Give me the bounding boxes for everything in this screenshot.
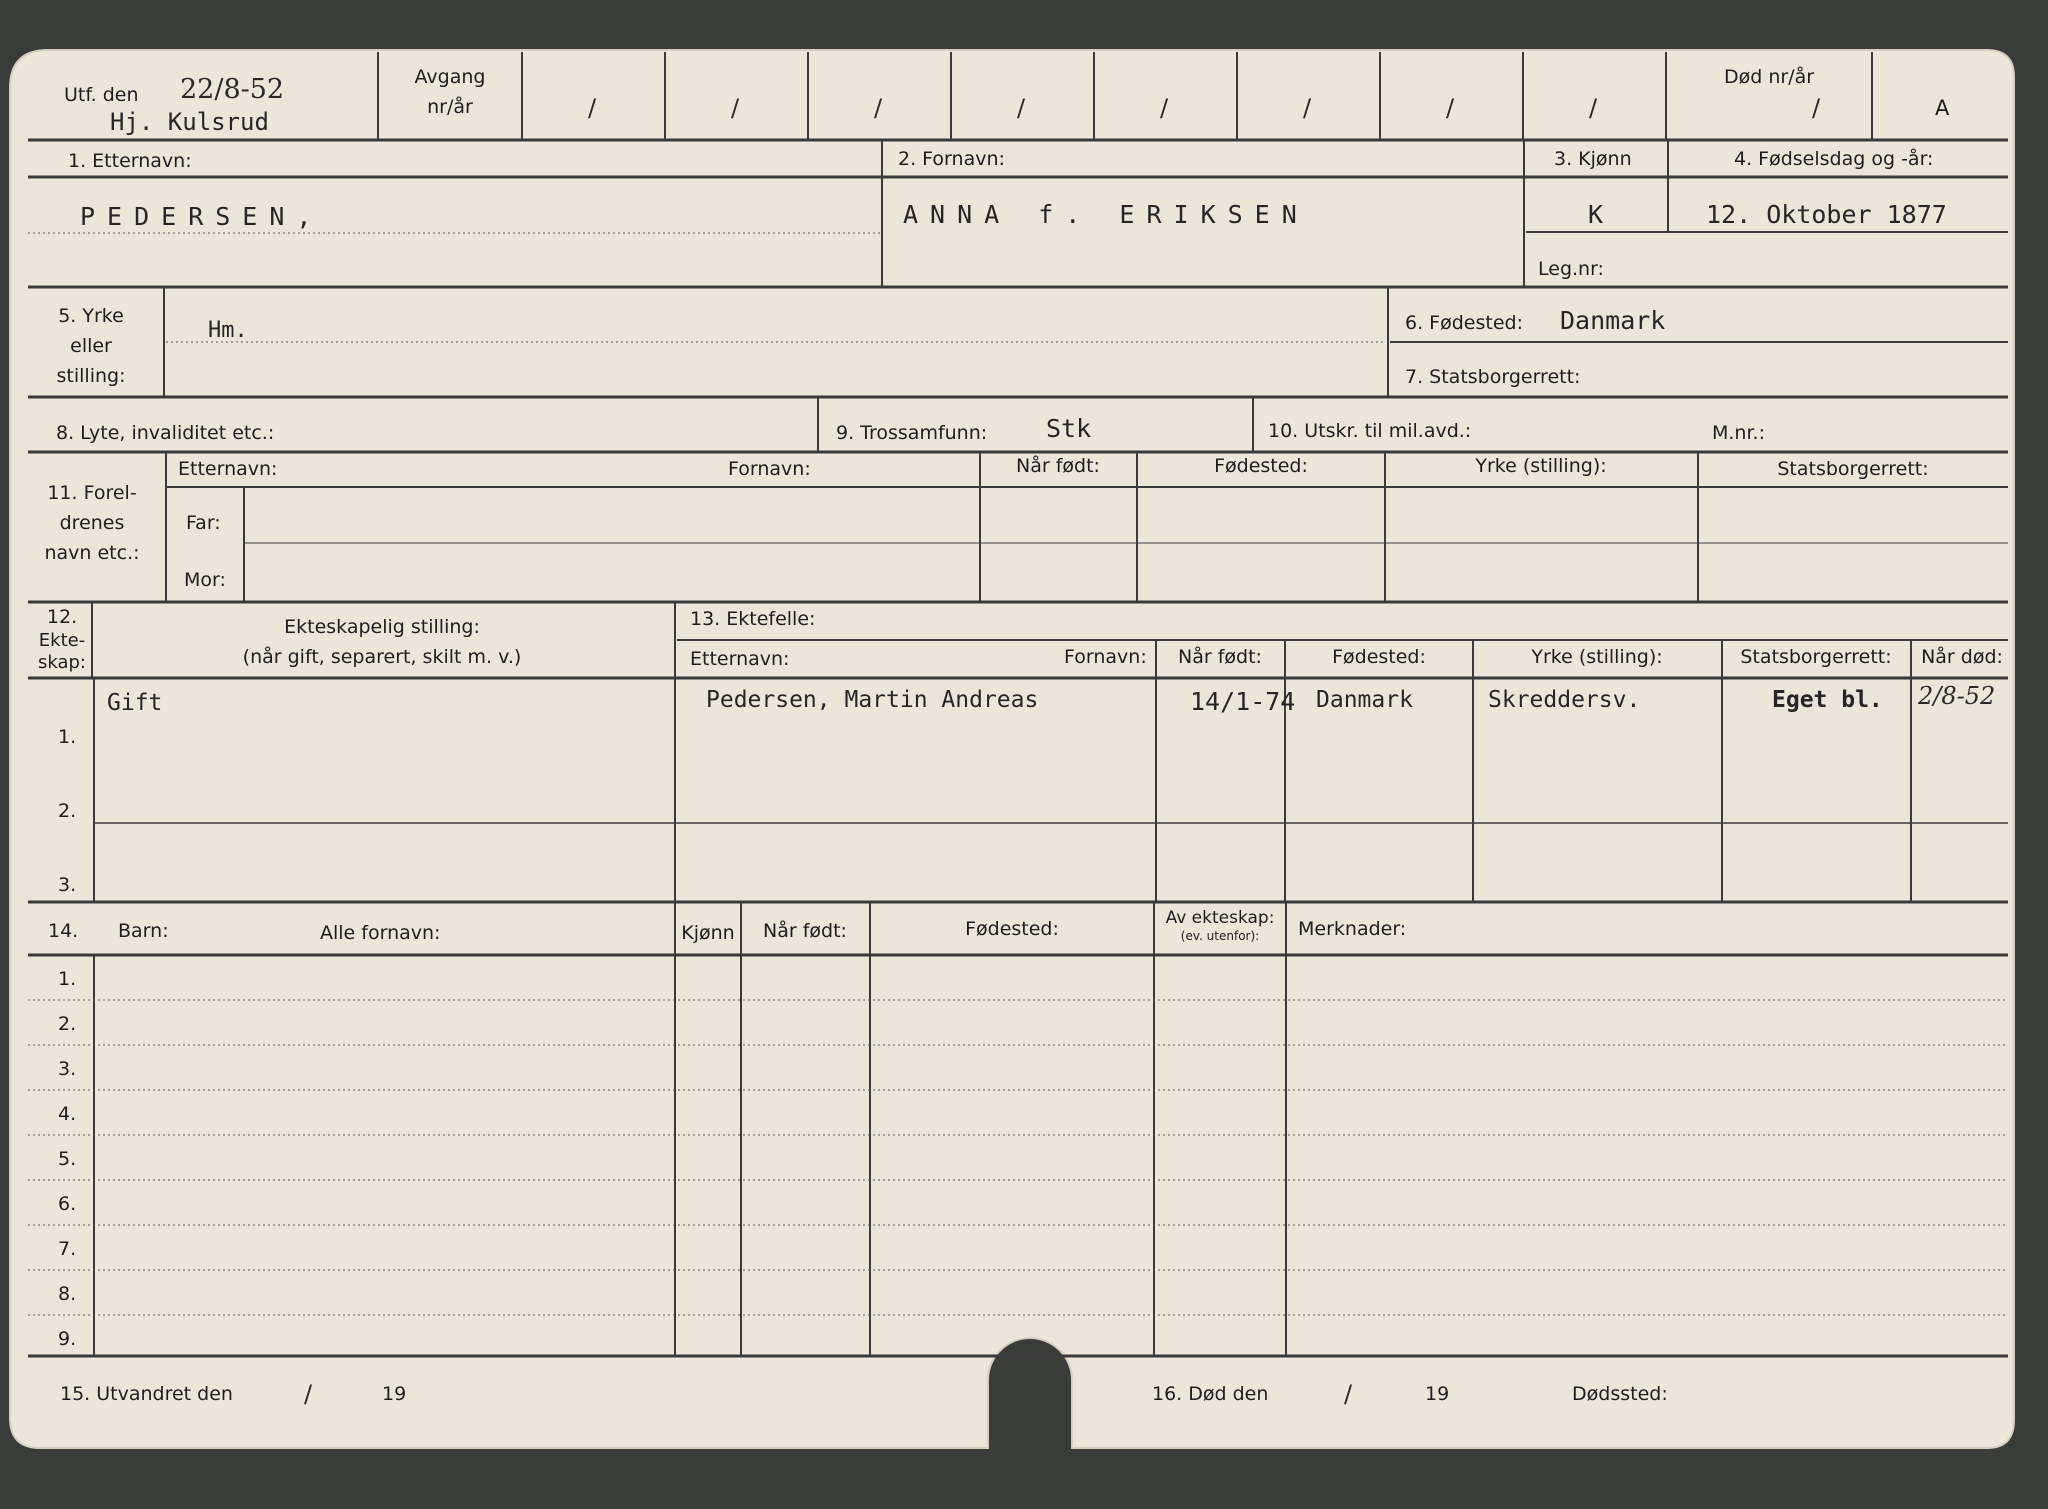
spouse-fornavn-header: Fornavn: [1064,646,1147,668]
trossamfunn-label: 9. Trossamfunn: [836,422,988,444]
mnr-label: M.nr.: [1712,422,1765,444]
ekteskap-label: 12. [46,606,78,628]
avgang-label: Avgang [414,66,486,88]
avgang-slash-3: / [874,94,883,122]
marriage-status-value: Gift [107,690,163,716]
avgang-slash-5: / [1160,94,1169,122]
dod-slash: / [1812,94,1821,122]
ekteskapelig-label: Ekteskapelig stilling: [284,616,480,638]
utvandret-label: 15. Utvandret den [60,1383,233,1405]
fodselsdag-label: 4. Fødselsdag og -år: [1734,148,1934,170]
child-row-number-9: 9. [58,1328,77,1350]
dod-den-slash: / [1344,1380,1353,1408]
parent-fornavn-header: Fornavn: [728,458,811,480]
avgang-slash-6: / [1303,94,1312,122]
avgang-slash-7: / [1446,94,1455,122]
spouse-fodested-header: Fødested: [1332,646,1426,668]
mor-label: Mor: [184,569,226,591]
child-row-number-3: 3. [58,1058,77,1080]
dod-label: Død nr/år [1723,66,1815,88]
av-ekteskap-label: Av ekteskap: [1165,908,1275,928]
etternavn-label: 1. Etternavn: [68,150,192,172]
child-nar-fodt-header: Når født: [763,920,847,942]
merknader-label: Merknader: [1298,918,1407,940]
child-row-number-1: 1. [58,968,77,990]
marriage-row-number-1: 1. [58,726,77,748]
child-row-number-4: 4. [58,1103,77,1125]
etternavn-value: PEDERSEN, [80,202,324,231]
yrke-label-2: eller [70,335,112,357]
utvandret-year-prefix: 19 [382,1383,407,1405]
avgang-sub-label: nr/år [427,96,473,118]
spouse-citizenship-value: Eget bl. [1772,687,1883,713]
child-row-number-6: 6. [58,1193,77,1215]
spouse-nar-dod-header: Når død: [1921,646,2003,668]
fodested-label: 6. Fødested: [1405,312,1523,334]
ektefelle-label: 13. Ektefelle: [690,608,816,630]
statsborgerrett-label: 7. Statsborgerrett: [1405,366,1581,388]
fornavn-label: 2. Fornavn: [898,148,1005,170]
alle-fornavn-label: Alle fornavn: [320,922,441,944]
yrke-label-3: stilling: [56,365,126,387]
dodssted-label: Dødssted: [1572,1383,1668,1405]
yrke-label: 5. Yrke [58,305,124,327]
foreldre-label-2: drenes [59,512,125,534]
spouse-name-value: Pedersen, Martin Andreas [706,687,1039,713]
fornavn-value: ANNA f. ERIKSEN [903,200,1309,229]
child-kjonn-header: Kjønn [681,922,735,944]
parent-etternavn-header: Etternavn: [178,458,278,480]
fodested-value: Danmark [1560,306,1666,335]
kjonn-value: K [1588,200,1604,229]
utf-date: 22/8-52 [180,74,285,105]
card-code: A [1935,96,1950,120]
spouse-occupation-value: Skreddersv. [1488,687,1641,713]
barn-number-label: 14. [48,920,79,942]
child-row-number-2: 2. [58,1013,77,1035]
card-background [10,50,2014,1448]
child-row-number-8: 8. [58,1283,77,1305]
kjonn-label: 3. Kjønn [1554,148,1632,170]
yrke-value: Hm. [208,318,248,343]
avgang-slash-4: / [1017,94,1026,122]
ekteskap-label-2: Ekte- [38,630,86,651]
child-fodested-header: Fødested: [965,918,1059,940]
legnr-label: Leg.nr: [1538,258,1604,280]
child-row-number-7: 7. [58,1238,77,1260]
parent-fodested-header: Fødested: [1214,455,1308,477]
marriage-row-number-2: 2. [58,800,77,822]
utskr-label: 10. Utskr. til mil.avd.: [1268,420,1472,442]
parent-nar-fodt-header: Når født: [1016,455,1100,477]
spouse-yrke-header: Yrke (stilling): [1531,646,1663,668]
utvandret-slash: / [304,1380,313,1408]
lyte-label: 8. Lyte, invaliditet etc.: [56,422,275,444]
avgang-slash-8: / [1589,94,1598,122]
barn-label: Barn: [118,920,169,942]
spouse-etternavn-header: Etternavn: [690,648,790,670]
utf-den-label: Utf. den [64,84,139,106]
spouse-nar-fodt-header: Når født: [1178,646,1262,668]
avgang-slash-1: / [588,94,597,122]
parent-yrke-header: Yrke (stilling): [1475,455,1607,477]
dod-den-year-prefix: 19 [1425,1383,1450,1405]
marriage-row-number-3: 3. [58,874,77,896]
trossamfunn-value: Stk [1046,414,1092,443]
avgang-slash-2: / [731,94,740,122]
fodselsdag-value: 12. Oktober 1877 [1706,200,1947,229]
spouse-born-value: 14/1-74 [1190,687,1296,716]
far-label: Far: [186,512,221,534]
spouse-died-value: 2/8-52 [1918,682,1996,710]
ekteskap-label-3: skap: [37,652,87,673]
ekteskapelig-sub-label: (når gift, separert, skilt m. v.) [242,646,522,668]
utf-by: Hj. Kulsrud [110,108,269,136]
spouse-birthplace-value: Danmark [1316,687,1413,713]
dod-den-label: 16. Død den [1152,1383,1269,1405]
spouse-statsborgerrett-header: Statsborgerrett: [1740,646,1892,668]
av-ekteskap-sub-label: (ev. utenfor): [1180,929,1260,943]
parent-statsborgerrett-header: Statsborgerrett: [1777,458,1929,480]
child-row-number-5: 5. [58,1148,77,1170]
foreldre-label: 11. Forel- [47,482,137,504]
foreldre-label-3: navn etc.: [44,542,140,564]
